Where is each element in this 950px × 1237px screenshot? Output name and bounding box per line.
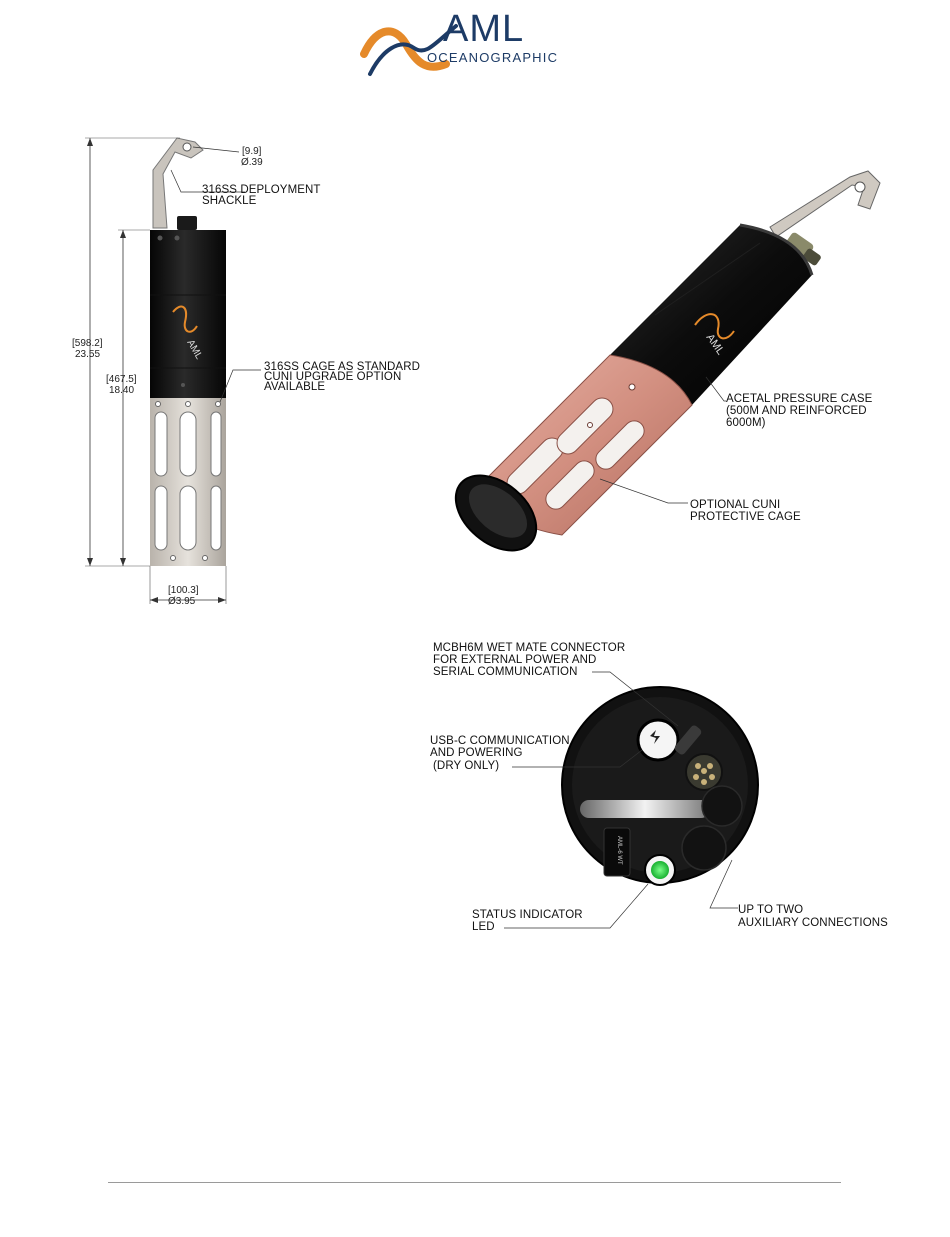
pressure-case-label-1: ACETAL PRESSURE CASE — [726, 393, 873, 405]
cage-std-label-3: AVAILABLE — [264, 381, 326, 393]
led-label-1: STATUS INDICATOR — [472, 909, 583, 921]
optional-cage-label-2: PROTECTIVE CAGE — [690, 511, 801, 523]
pressure-case-label-3: 6000M) — [726, 417, 766, 429]
footer-divider — [108, 1182, 841, 1183]
pressure-case-label-2: (500M AND REINFORCED — [726, 405, 867, 417]
svg-text:AML: AML — [703, 331, 727, 358]
optional-cage-label-1: OPTIONAL CUNI — [690, 499, 781, 511]
cage-std-label-1: 316SS CAGE AS STANDARD — [264, 361, 421, 373]
usb-label-1: USB-C COMMUNICATION — [430, 735, 570, 747]
shackle-dim-in: Ø.39 — [241, 157, 263, 168]
shackle-dim-mm: [9.9] — [242, 146, 262, 157]
wet-mate-label-3: SERIAL COMMUNICATION — [433, 666, 578, 678]
shackle-label-2: SHACKLE — [202, 195, 257, 207]
wet-mate-label-2: FOR EXTERNAL POWER AND — [433, 654, 597, 666]
body-dim-mm: [467.5] — [106, 374, 137, 385]
overall-dim-mm: [598.2] — [72, 338, 103, 349]
logo-subtitle: OCEANOGRAPHIC — [427, 50, 559, 65]
logo-wordmark: AML — [443, 8, 525, 50]
isometric-instrument-graphic — [440, 165, 900, 575]
shackle-label-1: 316SS DEPLOYMENT — [202, 184, 321, 196]
end-cap-graphic — [420, 640, 920, 940]
diameter-dim-mm: [100.3] — [168, 585, 199, 596]
svg-text:AML-6 WT: AML-6 WT — [616, 836, 622, 865]
cage-std-label-2: CUNI UPGRADE OPTION — [264, 371, 402, 383]
usb-label-3: (DRY ONLY) — [433, 760, 500, 772]
led-label-2: LED — [472, 921, 495, 933]
overall-dim-in: 23.55 — [75, 349, 101, 360]
aux-label-2: AUXILIARY CONNECTIONS — [738, 917, 888, 929]
svg-text:AML: AML — [184, 338, 205, 362]
body-dim-in: 18.40 — [109, 385, 135, 396]
usb-label-2: AND POWERING — [430, 747, 523, 759]
diameter-dim-in: Ø3.95 — [168, 596, 196, 607]
wet-mate-label-1: MCBH6M WET MATE CONNECTOR — [433, 642, 626, 654]
aux-label-1: UP TO TWO — [738, 904, 804, 916]
